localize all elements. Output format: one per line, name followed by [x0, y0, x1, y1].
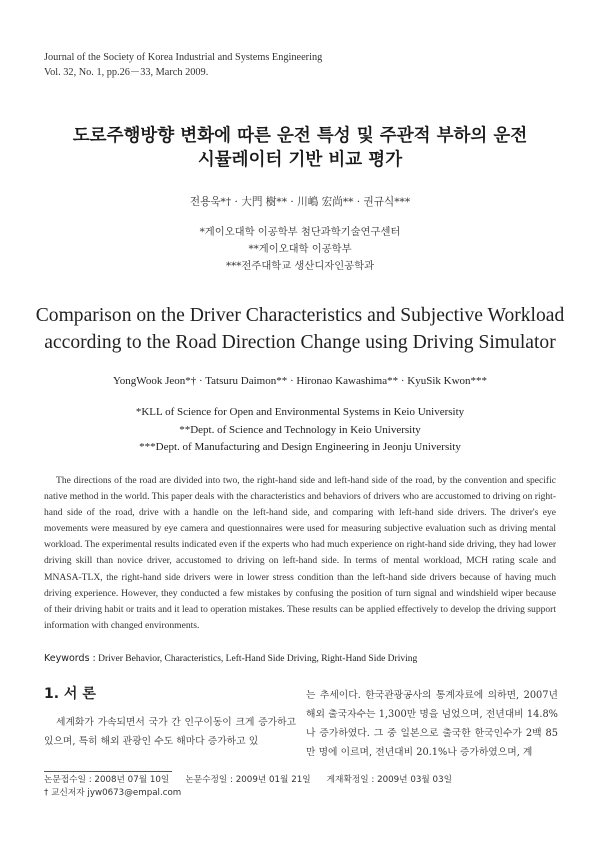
corresponding-author: † 교신저자 jyw0673@empal.com — [44, 788, 182, 798]
intro-paragraph-left: 세계화가 가속되면서 국가 간 인구이동이 크게 증가하고 있으며, 특히 해외 관광인 수도 해마다 증가하고 있 — [44, 717, 296, 747]
korean-affiliation-1: *게이오대학 이공학부 첨단과학기술연구센터 — [199, 226, 401, 238]
abstract-text: The directions of the road are divided into two, the right-hand side and left-hand side of the road, by the convention and specific native method in the world. This paper deals with the characteristics and behaviors of drivers who are accustomed to driving on right-hand side of the road, drive with a handle on the left-hand side, and comparing with left-hand side drivers. The driver's eye movements were measured by eye camera and questionnaires were used for measuring subjective evaluation such as driving mental workload. The experimental results indicated even if the experts who had much experience on right-hand side driving, they had lower driving skill than novice driver, accustomed to driving on left-hand side. In terms of mental workload, MCH rating scale and MNASA-TLX, the right-hand side drivers were in lower stress condition than the left-hand side drivers because of having much driving experience. However, they conducted a few mistakes by confusing the position of turn signal and windshield wiper because of their driving habit or traits and it lead to operation mistakes. These results can be applied effectively to develop the driving support information with changed environments. — [44, 475, 556, 631]
english-affiliation-3: ***Dept. of Manufacturing and Design Engineering in Jeonju University — [139, 441, 461, 453]
english-affiliation-1: *KLL of Science for Open and Environmental Systems in Keio University — [135, 406, 465, 418]
keywords-text: Driver Behavior, Characteristics, Left-Hand Side Driving, Right-Hand Side Driving — [98, 654, 418, 664]
korean-title — [0, 124, 600, 172]
korean-affiliation-2: **게이오대학 이공학부 — [248, 243, 352, 255]
english-title-line1: Comparison on the Driver Characteristics and Subjective Workload — [35, 305, 565, 326]
journal-name: Journal of the Society of Korea Industrial and Systems Engineering — [44, 52, 323, 63]
footnote-divider — [44, 771, 172, 772]
accepted-date: 게재확정일 : 2009년 03월 03일 — [326, 775, 452, 785]
korean-affiliations — [0, 224, 600, 275]
body-left-column — [44, 713, 296, 751]
english-affiliation-2: **Dept. of Science and Technology in Keio University — [179, 423, 421, 436]
abstract — [44, 473, 556, 634]
english-authors: YongWook Jeon*† · Tatsuru Daimon** · Hironao Kawashima** · KyuSik Kwon*** — [112, 375, 488, 387]
english-title — [0, 302, 600, 356]
keywords-label: Keywords : — [44, 653, 96, 664]
journal-header — [44, 50, 322, 80]
korean-authors: 전용욱*† · 大門 樹** · 川嶋 宏尚** · 권규식*** — [189, 196, 411, 208]
intro-paragraph-right: 는 추세이다. 한국관광공사의 통계자료에 의하면, 2007년 해외 출국자수는 1,300만 명을 넘었으며, 전년대비 14.8%나 증가하였다. 그 중 일본으로 출국한 한국인수가 2백 85만 명에 이르며, 전년대비 20.1%나 증가하였으며, 계 — [306, 690, 558, 758]
received-date: 논문접수일 : 2008년 07월 10일 — [44, 775, 170, 785]
korean-affiliation-3: ***전주대학교 생산디자인공학과 — [225, 260, 375, 272]
keywords — [44, 653, 417, 664]
journal-volume: Vol. 32, No. 1, pp.26－33, March 2009. — [44, 67, 209, 78]
section-heading: 1. 서 론 — [44, 686, 96, 702]
english-affiliations — [0, 404, 600, 457]
korean-title-line1: 도로주행방향 변화에 따른 운전 특성 및 주관적 부하의 운전 — [72, 126, 528, 146]
revised-date: 논문수정일 : 2009년 01월 21일 — [185, 775, 311, 785]
korean-title-line2: 시뮬레이터 기반 비교 평가 — [197, 150, 403, 170]
footnote — [44, 774, 452, 800]
body-right-column — [306, 686, 558, 762]
footnote-dates — [44, 774, 452, 787]
english-title-line2: according to the Road Direction Change using Driving Simulator — [44, 332, 556, 353]
